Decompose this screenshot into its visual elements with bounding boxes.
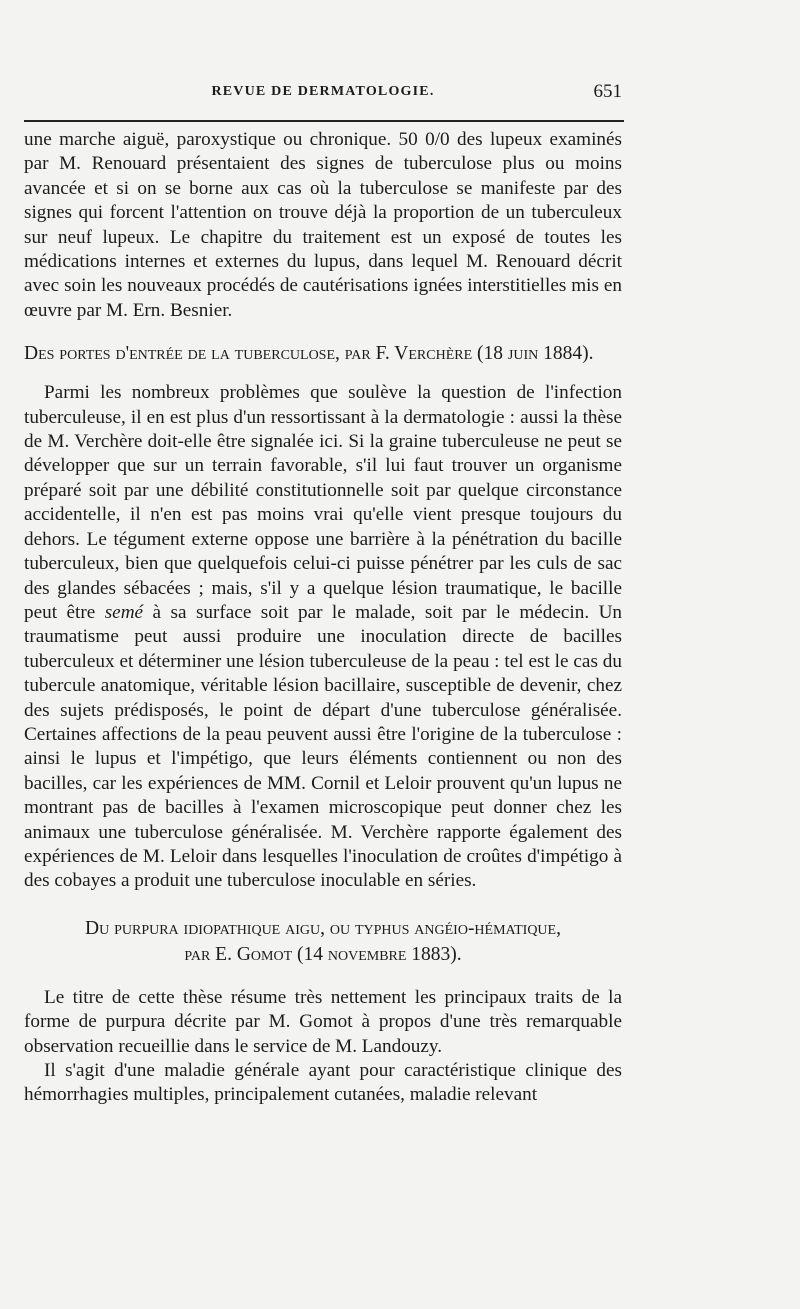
- section-heading-gomot-line-2: par E. Gomot (14 novembre 1883).: [184, 943, 462, 965]
- italic-word-seme: semé: [104, 601, 144, 623]
- paragraph-verchere-text-1: Parmi les nombreux problèmes que soulève la question de l'infection tuberculeuse, il en est plus d'un ressortissant à la dermatologie : aussi la thèse de M. Verchère doit-elle être signalée ici. Si la graine tuberculeuse ne peut se développer que sur un terrain favorable, s'il lui faut trouver un organisme préparé soit par une débilité constitutionnelle soit par quelque circonstance accidentelle, il n'en est pas moins vrai qu'elle vient presque toujours du dehors. Le tégument externe oppose une barrière à la pénétration du bacille tuberculeux, bien que quelquefois celui-ci puisse pénétrer par les culs de sac des glandes sébacées ; mais, s'il y a quelque lésion traumatique, le bacille peut être: [24, 382, 622, 623]
- paragraph-gomot-1: Le titre de cette thèse résume très nettement les principaux traits de la forme de purpura décrite par M. Gomot à propos d'une très remarquable observation recueillie dans le service de M. Landouzy.: [24, 986, 622, 1057]
- paragraph-lupus-conclusion: une marche aiguë, paroxystique ou chronique. 50 0/0 des lupeux examinés par M. Renouard présentaient des signes de tuberculose plus ou moins avancée et si on se borne aux cas où la tuberculose se manifeste par des signes qui forcent l'attention on trouve déjà la proportion de un tuberculeux sur neuf lupeux. Le chapitre du traitement est un exposé de toutes les médications internes et externes du lupus, dans lequel M. Renouard décrit avec soin les nouveaux procédés de cautérisations ignées interstitielles mis en œuvre par M. Ern. Besnier.: [24, 129, 622, 321]
- page-number: 651: [593, 81, 622, 102]
- section-heading-verchere: Des portes d'entrée de la tuberculose, par F. Verchère (18 juin 1884).: [24, 343, 594, 365]
- page-header: [24, 81, 622, 104]
- paragraph-verchere: [24, 381, 622, 894]
- section-heading-gomot: [24, 916, 622, 968]
- page-content: [24, 128, 622, 1108]
- paragraph-gomot-2: Il s'agit d'une maladie générale ayant pour caractéristique clinique des hémorrhagies multiples, principalement cutanées, maladie relevant: [24, 1060, 622, 1106]
- paragraph-verchere-text-2: à sa surface soit par le malade, soit par le médecin. Un traumatisme peut aussi produire une inoculation directe de bacilles tuberculeux et déterminer une lésion tuberculeuse de la peau : tel est le cas du tubercule anatomique, véritable lésion bacillaire, susceptible de devenir, chez des sujets prédisposés, le point de départ d'une tuberculose généralisée. Certaines affections de la peau peuvent aussi être l'origine de la tuberculose : ainsi le lupus et l'impétigo, que leurs éléments contiennent ou non des bacilles, car les expériences de MM. Cornil et Leloir prouvent qu'un lupus ne montrant pas de bacilles à l'examen microscopique peut donner chez les animaux une tuberculose généralisée. M. Verchère rapporte également des expériences de M. Leloir dans lesquelles l'inoculation de croûtes d'impétigo à des cobayes a produit une tuberculose inoculable en séries.: [24, 601, 623, 892]
- section-heading-gomot-line-1: Du purpura idiopathique aigu, ou typhus angéio-hématique,: [85, 917, 561, 939]
- header-rule: [24, 120, 624, 122]
- running-title: REVUE DE DERMATOLOGIE.: [211, 84, 435, 99]
